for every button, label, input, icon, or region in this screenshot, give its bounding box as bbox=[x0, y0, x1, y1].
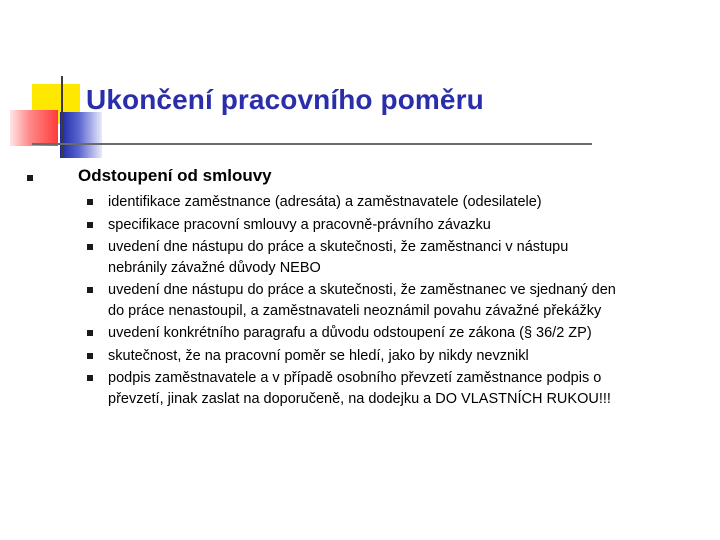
list-item bbox=[86, 323, 686, 344]
list-item-text: uvedení dne nástupu do práce a skutečnosti, že zaměstnanec ve sjednaný den bbox=[108, 282, 616, 298]
slide-title: Ukončení pracovního poměru bbox=[86, 84, 484, 115]
list-item-text: uvedení konkrétního paragrafu a důvodu odstoupení ze zákona (§ 36/2 ZP) bbox=[108, 325, 592, 341]
list-item-text-continued: nebránily závažné důvody NEBO bbox=[108, 259, 321, 276]
list-item bbox=[86, 280, 686, 321]
list-item-text: uvedení dne nástupu do práce a skutečnosti, že zaměstnanci v nástupu bbox=[108, 239, 569, 255]
square-bullet-icon bbox=[87, 199, 93, 205]
square-bullet-icon bbox=[27, 175, 33, 181]
square-bullet-icon bbox=[87, 222, 93, 228]
list-item bbox=[86, 215, 686, 236]
list-item-text: skutečnost, že na pracovní poměr se hledí, jako by nikdy nevznikl bbox=[108, 347, 529, 364]
list-item bbox=[86, 346, 686, 367]
square-bullet-icon bbox=[87, 330, 93, 336]
list-item bbox=[86, 368, 686, 409]
sub-bullet-list bbox=[86, 192, 686, 411]
title-decoration-vertical-line bbox=[61, 76, 63, 158]
title-decoration-red bbox=[10, 110, 58, 146]
list-item-text-continued: do práce nenastoupil, a zaměstnavateli neoznámil povahu závažné překážky bbox=[108, 302, 602, 319]
list-item-text: identifikace zaměstnance (adresáta) a zaměstnavatele (odesilatele) bbox=[108, 194, 542, 210]
square-bullet-icon bbox=[87, 375, 93, 381]
title-underline bbox=[32, 143, 592, 145]
square-bullet-icon bbox=[87, 244, 93, 250]
list-item bbox=[86, 237, 686, 278]
square-bullet-icon bbox=[87, 353, 93, 359]
list-item bbox=[86, 192, 686, 213]
list-item-text: podpis zaměstnavatele a v případě osobního převzetí zaměstnance podpis o bbox=[108, 370, 602, 386]
list-item-text-continued: převzetí, jinak zaslat na doporučeně, na dodejku a DO VLASTNÍCH RUKOU!!! bbox=[108, 390, 611, 407]
title-decoration-blue bbox=[60, 112, 102, 158]
square-bullet-icon bbox=[87, 287, 93, 293]
section-heading: Odstoupení od smlouvy bbox=[78, 166, 272, 185]
list-item-text: specifikace pracovní smlouvy a pracovně-právního závazku bbox=[108, 216, 491, 233]
